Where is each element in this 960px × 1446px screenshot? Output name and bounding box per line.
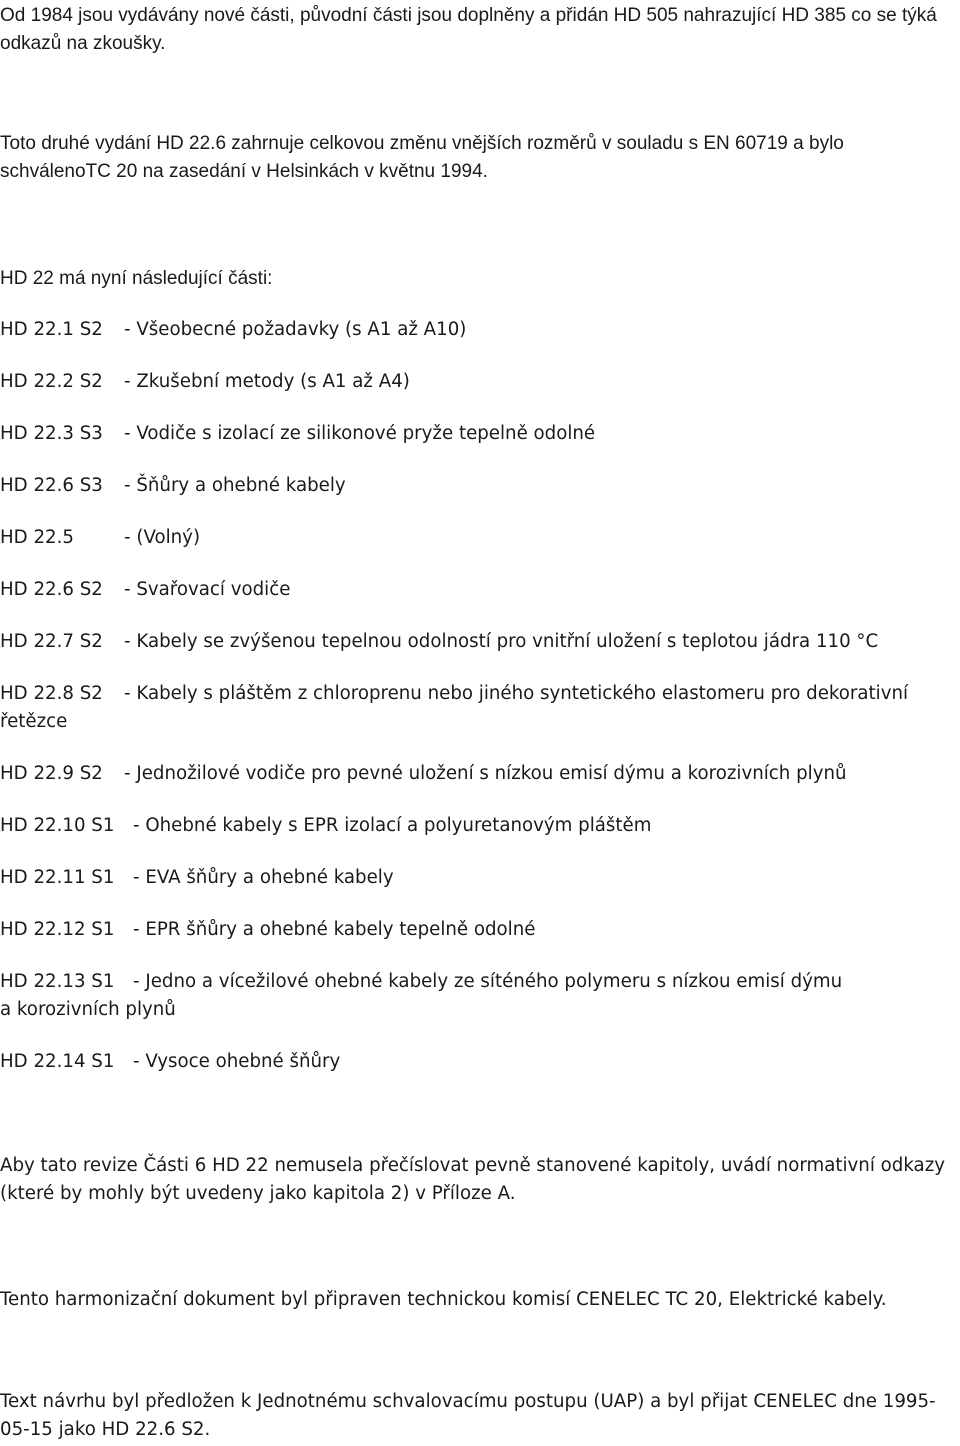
part-description: - Ohebné kabely s EPR izolací a polyuretanovým pláštěm: [133, 815, 652, 836]
part-code: HD 22.12 S1: [0, 919, 115, 940]
part-description: - Svařovací vodiče: [124, 579, 291, 600]
part-code: HD 22.1 S2: [0, 319, 103, 340]
part-code: HD 22.10 S1: [0, 815, 115, 836]
part-code: HD 22.14 S1: [0, 1051, 115, 1072]
intro-paragraph-history: Od 1984 jsou vydávány nové části, původní části jsou doplněny a přidán HD 505 nahrazující HD 385 co se týká odkazů na zkoušky.: [0, 5, 943, 54]
part-code: HD 22.3 S3: [0, 423, 103, 444]
part-description: - Vodiče s izolací ze silikonové pryže tepelně odolné: [124, 423, 596, 444]
outro-paragraph-approval: Text návrhu byl předložen k Jednotnému schvalovacímu postupu (UAP) a byl přijat CENELEC dne 1995-05-15 jako HD 22.6 S2.: [0, 1391, 936, 1440]
part-description: - Všeobecné požadavky (s A1 až A10): [124, 319, 467, 340]
part-code: HD 22.9 S2: [0, 763, 103, 784]
part-description: - EPR šňůry a ohebné kabely tepelně odolné: [133, 919, 536, 940]
intro-paragraph-edition: Toto druhé vydání HD 22.6 zahrnuje celkovou změnu vnějších rozměrů v souladu s EN 60719 a bylo schválenoTC 20 na zasedání v Helsinkách v květnu 1994.: [0, 133, 850, 182]
part-description: - Šňůry a ohebné kabely: [124, 475, 346, 496]
part-description: - Jedno a vícežilové ohebné kabely ze síténého polymeru s nízkou emisí dýmu: [133, 971, 843, 992]
outro-paragraph-committee: Tento harmonizační dokument byl připraven technickou komisí CENELEC TC 20, Elektrické kabely.: [0, 1289, 887, 1310]
part-code: HD 22.11 S1: [0, 867, 115, 888]
part-code: HD 22.8 S2: [0, 683, 103, 704]
part-description-continuation: a korozivních plynů: [0, 999, 176, 1020]
part-description: - Kabely se zvýšenou tepelnou odolností pro vnitřní uložení s teplotou jádra 110 °C: [124, 631, 879, 652]
part-description: - Vysoce ohebné šňůry: [133, 1051, 341, 1072]
outro-paragraph-references: Aby tato revize Části 6 HD 22 nemusela přečíslovat pevně stanovené kapitoly, uvádí normativní odkazy (které by mohly být uvedeny jako kapitola 2) v Příloze A.: [0, 1155, 951, 1204]
part-code: HD 22.6 S2: [0, 579, 103, 600]
part-description-continuation: řetězce: [0, 711, 68, 732]
part-code: HD 22.7 S2: [0, 631, 103, 652]
parts-heading: HD 22 má nyní následující části:: [0, 268, 273, 289]
part-code: HD 22.6 S3: [0, 475, 103, 496]
part-code: HD 22.2 S2: [0, 371, 103, 392]
part-description: - Zkušební metody (s A1 až A4): [124, 371, 410, 392]
part-code: HD 22.13 S1: [0, 971, 115, 992]
part-description: - Kabely s pláštěm z chloroprenu nebo jiného syntetického elastomeru pro dekorativní: [124, 683, 909, 704]
part-description: - (Volný): [124, 527, 201, 548]
part-code: HD 22.5: [0, 527, 74, 548]
part-description: - EVA šňůry a ohebné kabely: [133, 867, 394, 888]
part-description: - Jednožilové vodiče pro pevné uložení s nízkou emisí dýmu a korozivních plynů: [124, 763, 847, 784]
